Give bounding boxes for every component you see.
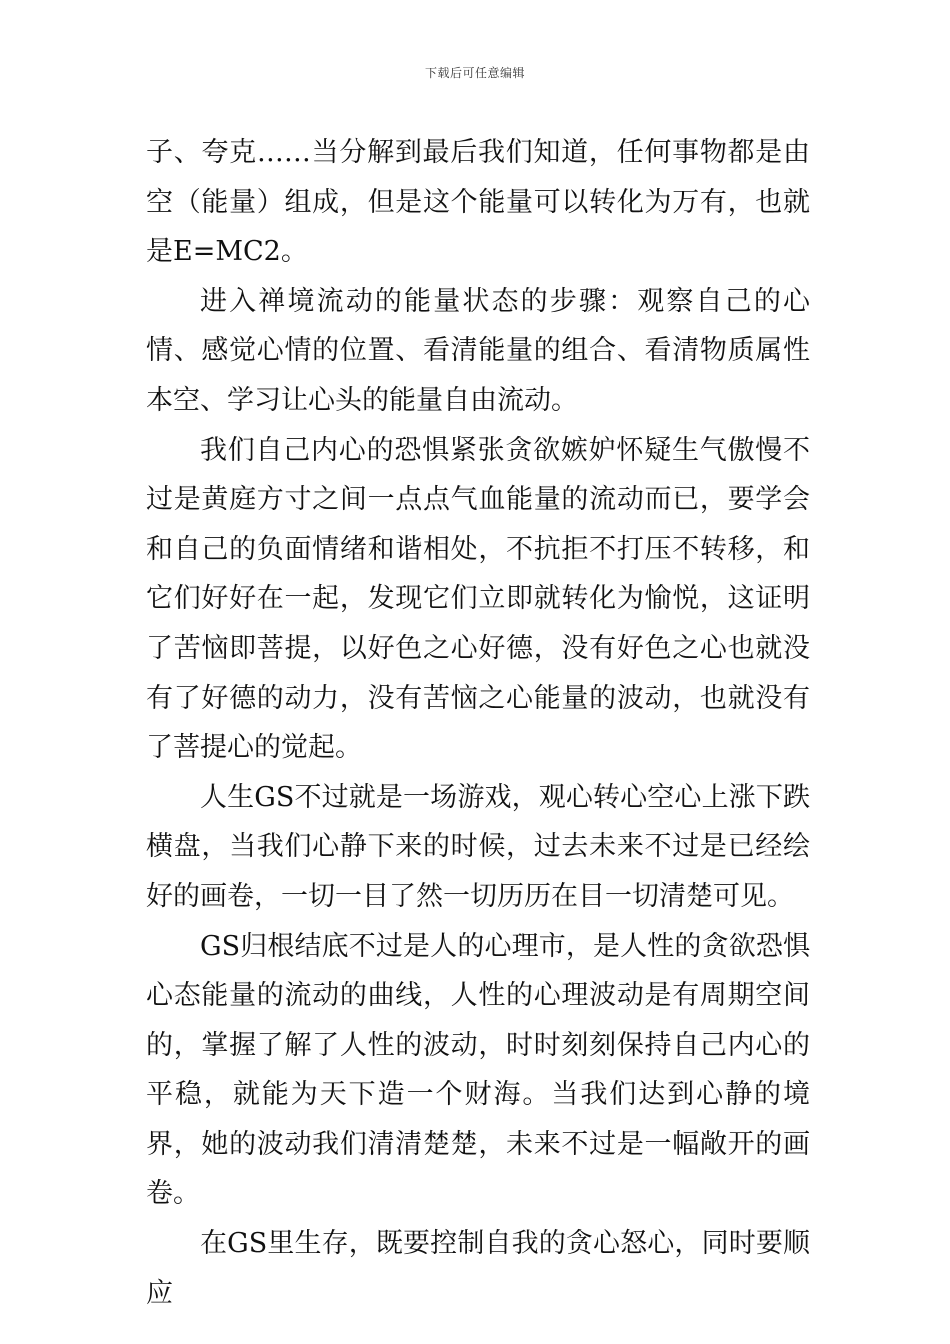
paragraph-5: GS归根结底不过是人的心理市，是人性的贪欲恐惧心态能量的流动的曲线，人性的心理波动是有周期空间的，掌握了解了人性的波动，时时刻刻保持自己内心的平稳，就能为天下造一个财海。当我们达到心静的境界，她的波动我们清清楚楚，未来不过是一幅敞开的画卷。 — [146, 930, 810, 1210]
page-header-note: 下载后可任意编辑 — [424, 66, 525, 80]
document-body — [146, 128, 810, 1318]
paragraph-6: 在GS里生存，既要控制自我的贪心怒心，同时要顺应 — [146, 1228, 810, 1309]
paragraph-3: 我们自己内心的恐惧紧张贪欲嫉妒怀疑生气傲慢不过是黄庭方寸之间一点点气血能量的流动而已，要学会和自己的负面情绪和谐相处，不抗拒不打压不转移，和它们好好在一起，发现它们立即就转化为愉悦，这证明了苦恼即菩提，以好色之心好德，没有好色之心也就没有了好德的动力，没有苦恼之心能量的波动，也就没有了菩提心的觉起。 — [146, 434, 810, 764]
paragraph-1: 子、夸克……当分解到最后我们知道，任何事物都是由空（能量）组成，但是这个能量可以转化为万有，也就是E=MC2。 — [146, 137, 810, 268]
paragraph-2: 进入禅境流动的能量状态的步骤：观察自己的心情、感觉心情的位置、看清能量的组合、看清物质属性本空、学习让心头的能量自由流动。 — [146, 285, 810, 416]
paragraph-4: 人生GS不过就是一场游戏，观心转心空心上涨下跌横盘，当我们心静下来的时候，过去未来不过是已经绘好的画卷，一切一目了然一切历历在目一切清楚可见。 — [146, 781, 810, 912]
